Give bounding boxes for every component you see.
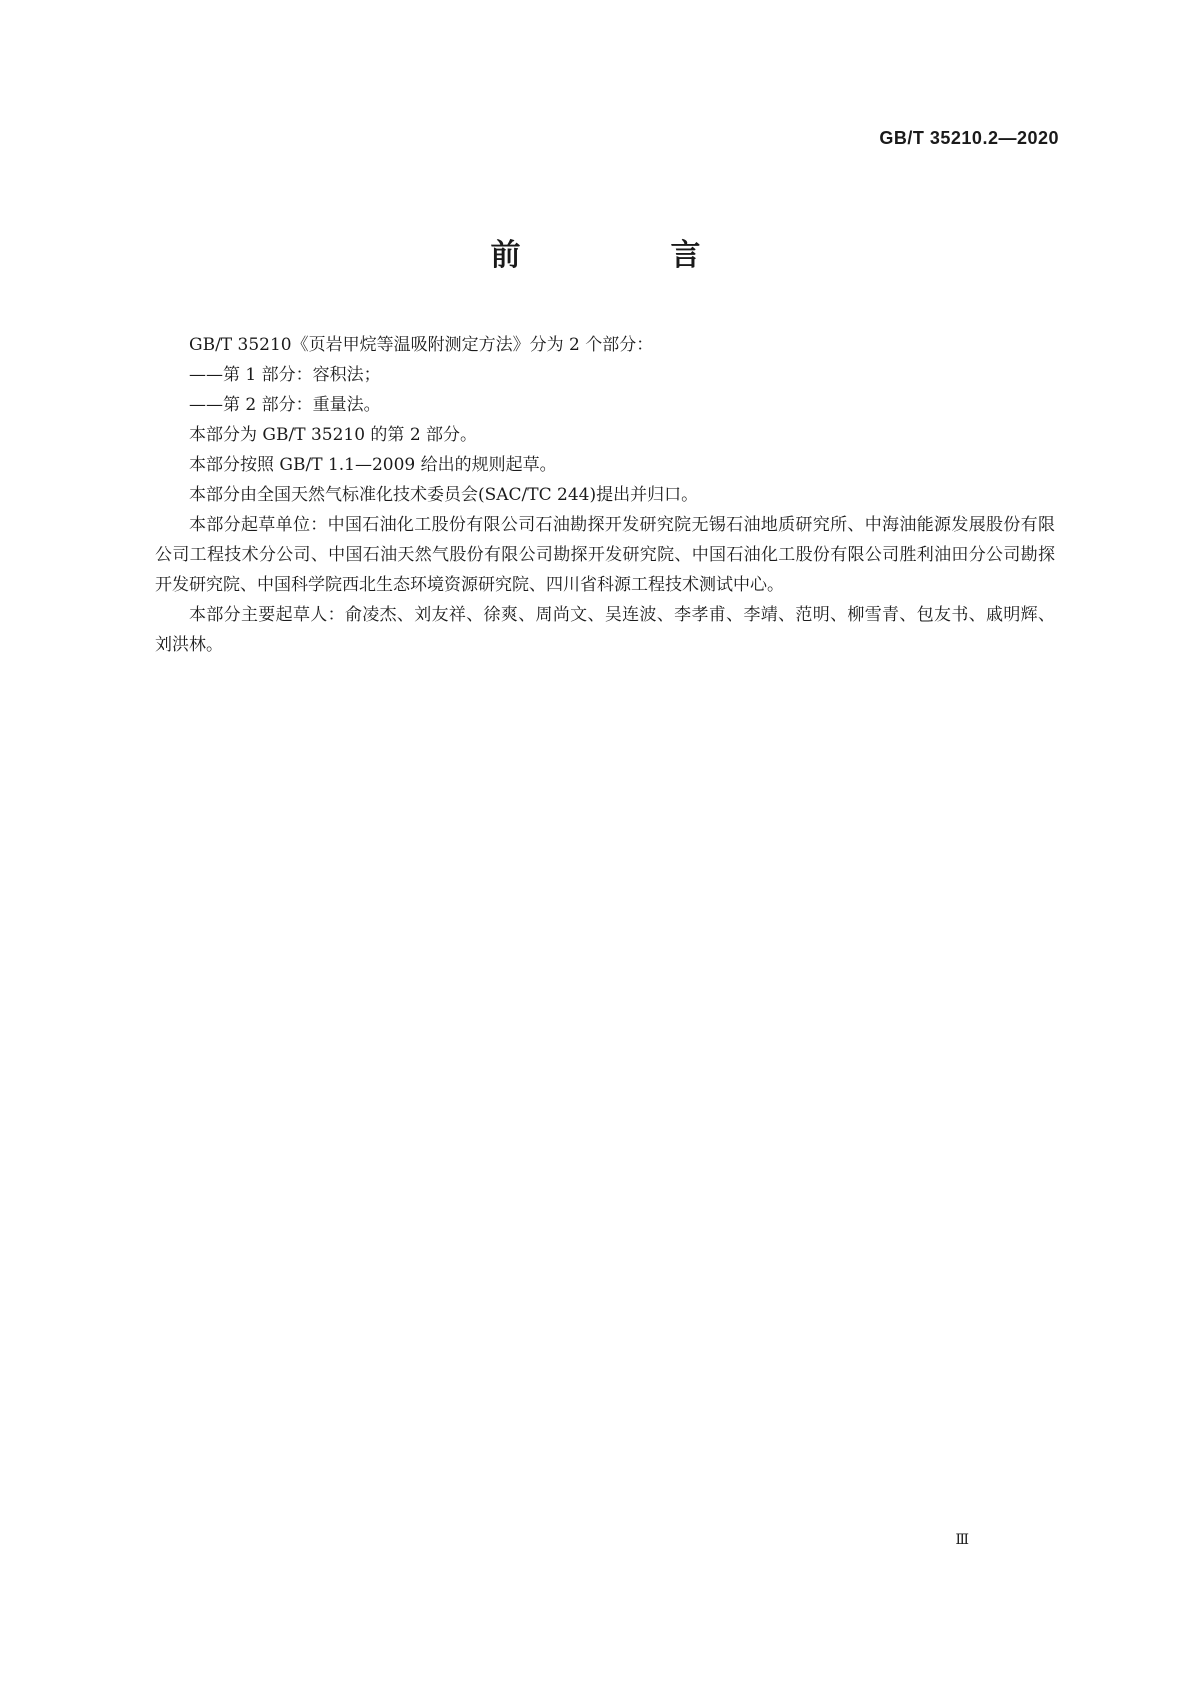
paragraph-proposer: 本部分由全国天然气标准化技术委员会(SAC/TC 244)提出并归口。 — [189, 485, 699, 505]
page-title: 前 言 — [490, 238, 761, 273]
foreword-body — [155, 330, 1055, 660]
paragraph-part-1: ——第 1 部分：容积法； — [189, 365, 381, 385]
paragraph-drafting-rules: 本部分按照 GB/T 1.1—2009 给出的规则起草。 — [189, 455, 557, 475]
paragraph-this-part: 本部分为 GB/T 35210 的第 2 部分。 — [189, 425, 478, 445]
standard-code: GB/T 35210.2—2020 — [879, 128, 1059, 148]
paragraph-drafters: 本部分主要起草人：俞凌杰、刘友祥、徐爽、周尚文、吴连波、李孝甫、李靖、范明、柳雪青、包友书、戚明辉、刘洪林。 — [155, 605, 1055, 655]
page-number: Ⅲ — [955, 1532, 969, 1548]
paragraph-parts-intro: GB/T 35210《页岩甲烷等温吸附测定方法》分为 2 个部分： — [189, 335, 654, 355]
paragraph-drafting-units: 本部分起草单位：中国石油化工股份有限公司石油勘探开发研究院无锡石油地质研究所、中海油能源发展股份有限公司工程技术分公司、中国石油天然气股份有限公司勘探开发研究院、中国石油化工股份有限公司胜利油田分公司勘探开发研究院、中国科学院西北生态环境资源研究院、四川省科源工程技术测试中心。 — [155, 515, 1055, 595]
paragraph-part-2: ——第 2 部分：重量法。 — [189, 395, 381, 415]
